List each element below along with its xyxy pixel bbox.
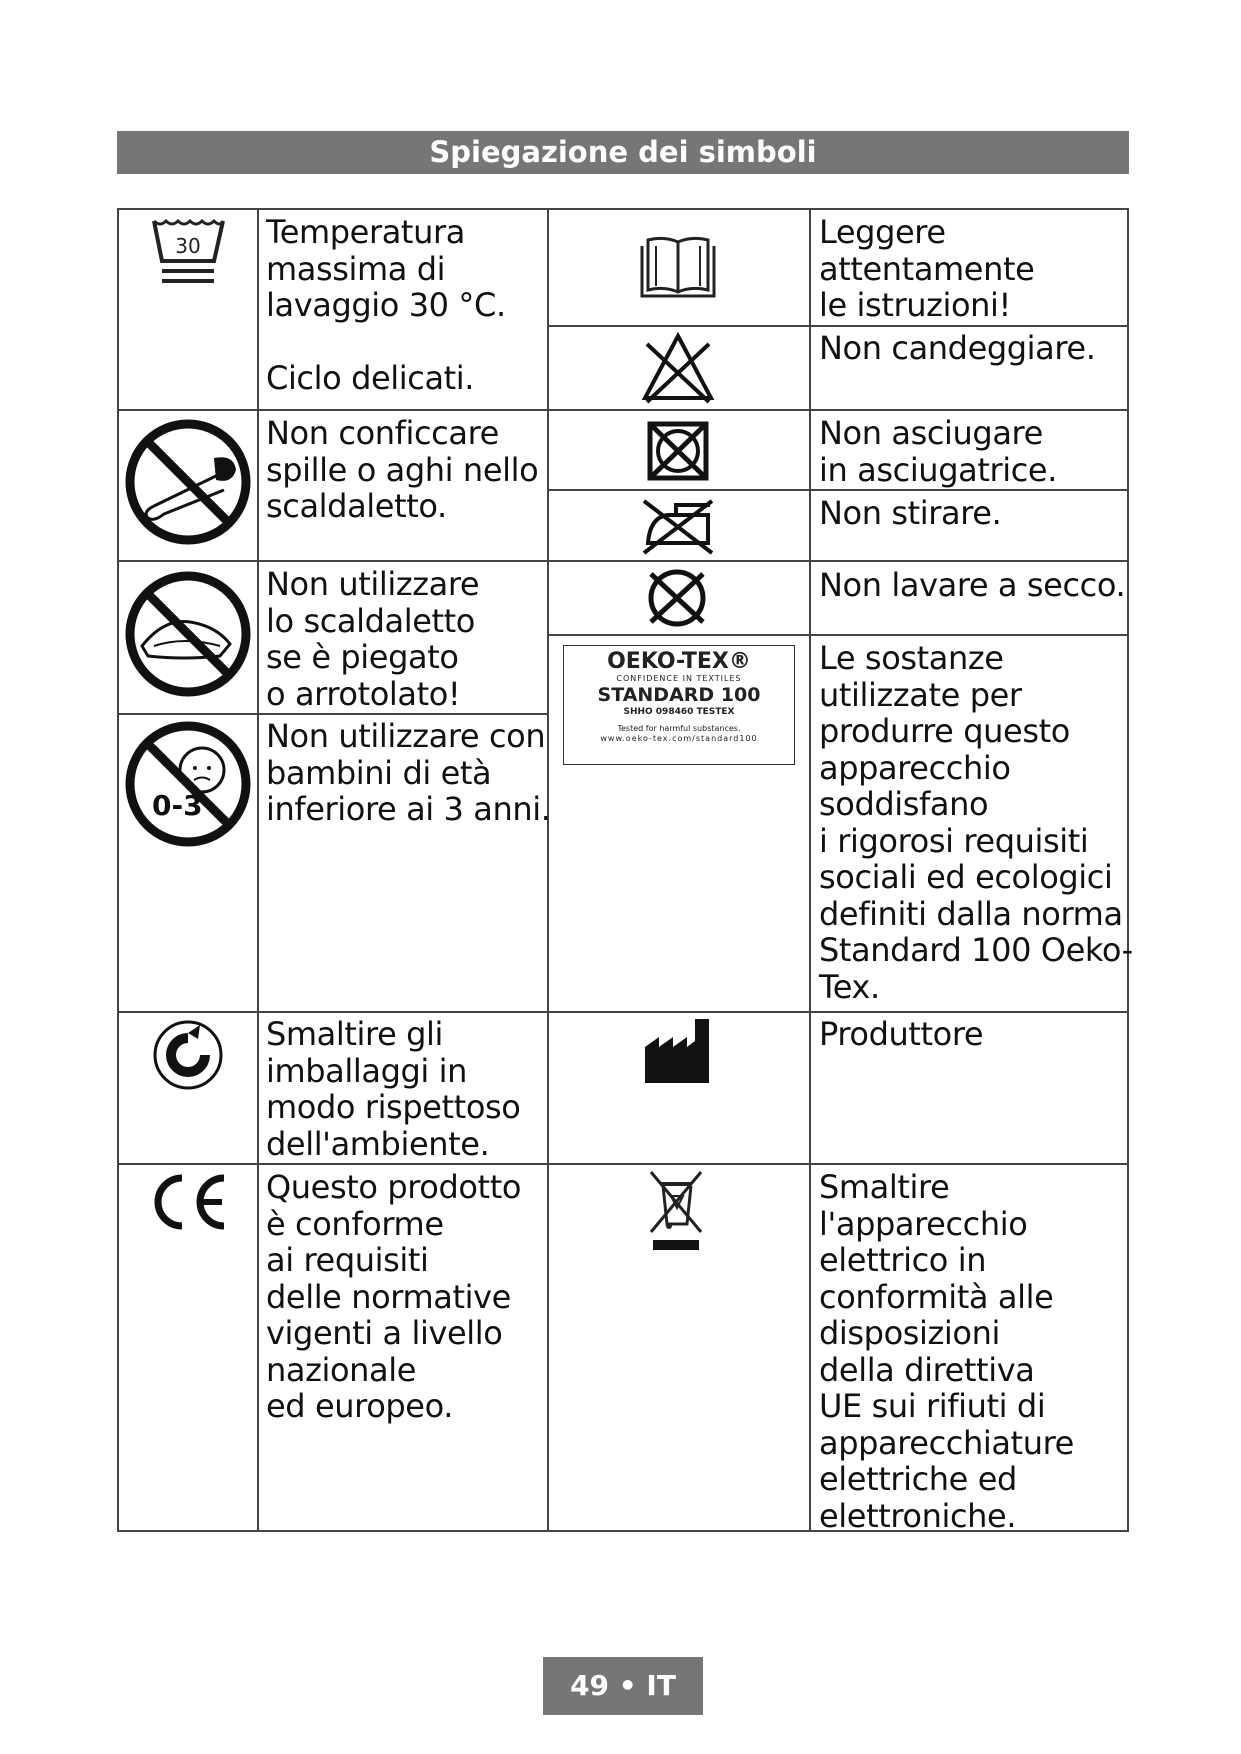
- text-wash-30: Temperatura massima di lavaggio 30 °C. Ciclo delicati.: [266, 213, 506, 397]
- text-no-children: Non utilizzare con bambini di età inferiore ai 3 anni.: [266, 717, 551, 828]
- no-pins-icon: [124, 418, 252, 546]
- text-read-manual: Leggere attentamente le istruzioni!: [819, 213, 1035, 324]
- no-folded-icon: [124, 570, 252, 698]
- no-iron-icon: [640, 495, 716, 557]
- text-no-folded: Non utilizzare lo scaldaletto se è piegato o arrotolato!: [266, 565, 480, 713]
- oeko-code: SHHO 098460 TESTEX: [623, 707, 735, 717]
- text-no-bleach: Non candeggiare.: [819, 329, 1096, 367]
- wash-30-delicate-icon: [150, 217, 226, 289]
- text-weee: Smaltire l'apparecchio elettrico in conformità alle disposizioni della direttiva UE sui rifiuti di apparecchiature elettriche ed elettroniche.: [819, 1168, 1074, 1535]
- oeko-tested: Tested for harmful substances.: [617, 724, 741, 733]
- text-ce-mark: Questo prodotto è conforme ai requisiti delle normative vigenti a livello nazionale ed europeo.: [266, 1168, 522, 1425]
- svg-text:30: 30: [175, 234, 201, 258]
- ce-mark-icon: [146, 1172, 230, 1232]
- oeko-tagline: CONFIDENCE IN TEXTILES: [616, 674, 742, 683]
- oeko-url: www.oeko-tex.com/standard100: [600, 734, 758, 743]
- oeko-standard: STANDARD 100: [597, 684, 761, 706]
- text-manufacturer: Produttore: [819, 1015, 984, 1053]
- text-no-iron: Non stirare.: [819, 494, 1002, 532]
- page-number: 49 • IT: [543, 1657, 703, 1715]
- no-children-icon: [124, 720, 252, 848]
- no-dry-clean-icon: [641, 566, 713, 630]
- no-bleach-icon: [641, 332, 715, 404]
- section-title: Spiegazione dei simboli: [117, 131, 1129, 174]
- text-no-dry-clean: Non lavare a secco.: [819, 566, 1126, 604]
- text-no-tumble-dry: Non asciugare in asciugatrice.: [819, 414, 1057, 489]
- text-oeko-tex: Le sostanze utilizzate per produrre questo apparecchio soddisfano i rigorosi requisiti sociali ed ecologici definiti dalla norma Standard 100 Oeko- Tex.: [819, 639, 1133, 1006]
- text-no-pins: Non conficcare spille o aghi nello scaldaletto.: [266, 414, 539, 525]
- no-tumble-dry-icon: [645, 419, 711, 483]
- read-manual-icon: [638, 232, 718, 302]
- manufacturer-icon: [643, 1017, 711, 1085]
- oeko-tex-label-icon: [563, 645, 795, 765]
- age-label: 0-3: [152, 789, 203, 822]
- weee-bin-icon: [645, 1168, 707, 1252]
- green-dot-icon: [152, 1019, 224, 1091]
- text-green-dot: Smaltire gli imballaggi in modo rispettoso dell'ambiente.: [266, 1015, 521, 1163]
- oeko-brand: OEKO-TEX®: [607, 649, 751, 674]
